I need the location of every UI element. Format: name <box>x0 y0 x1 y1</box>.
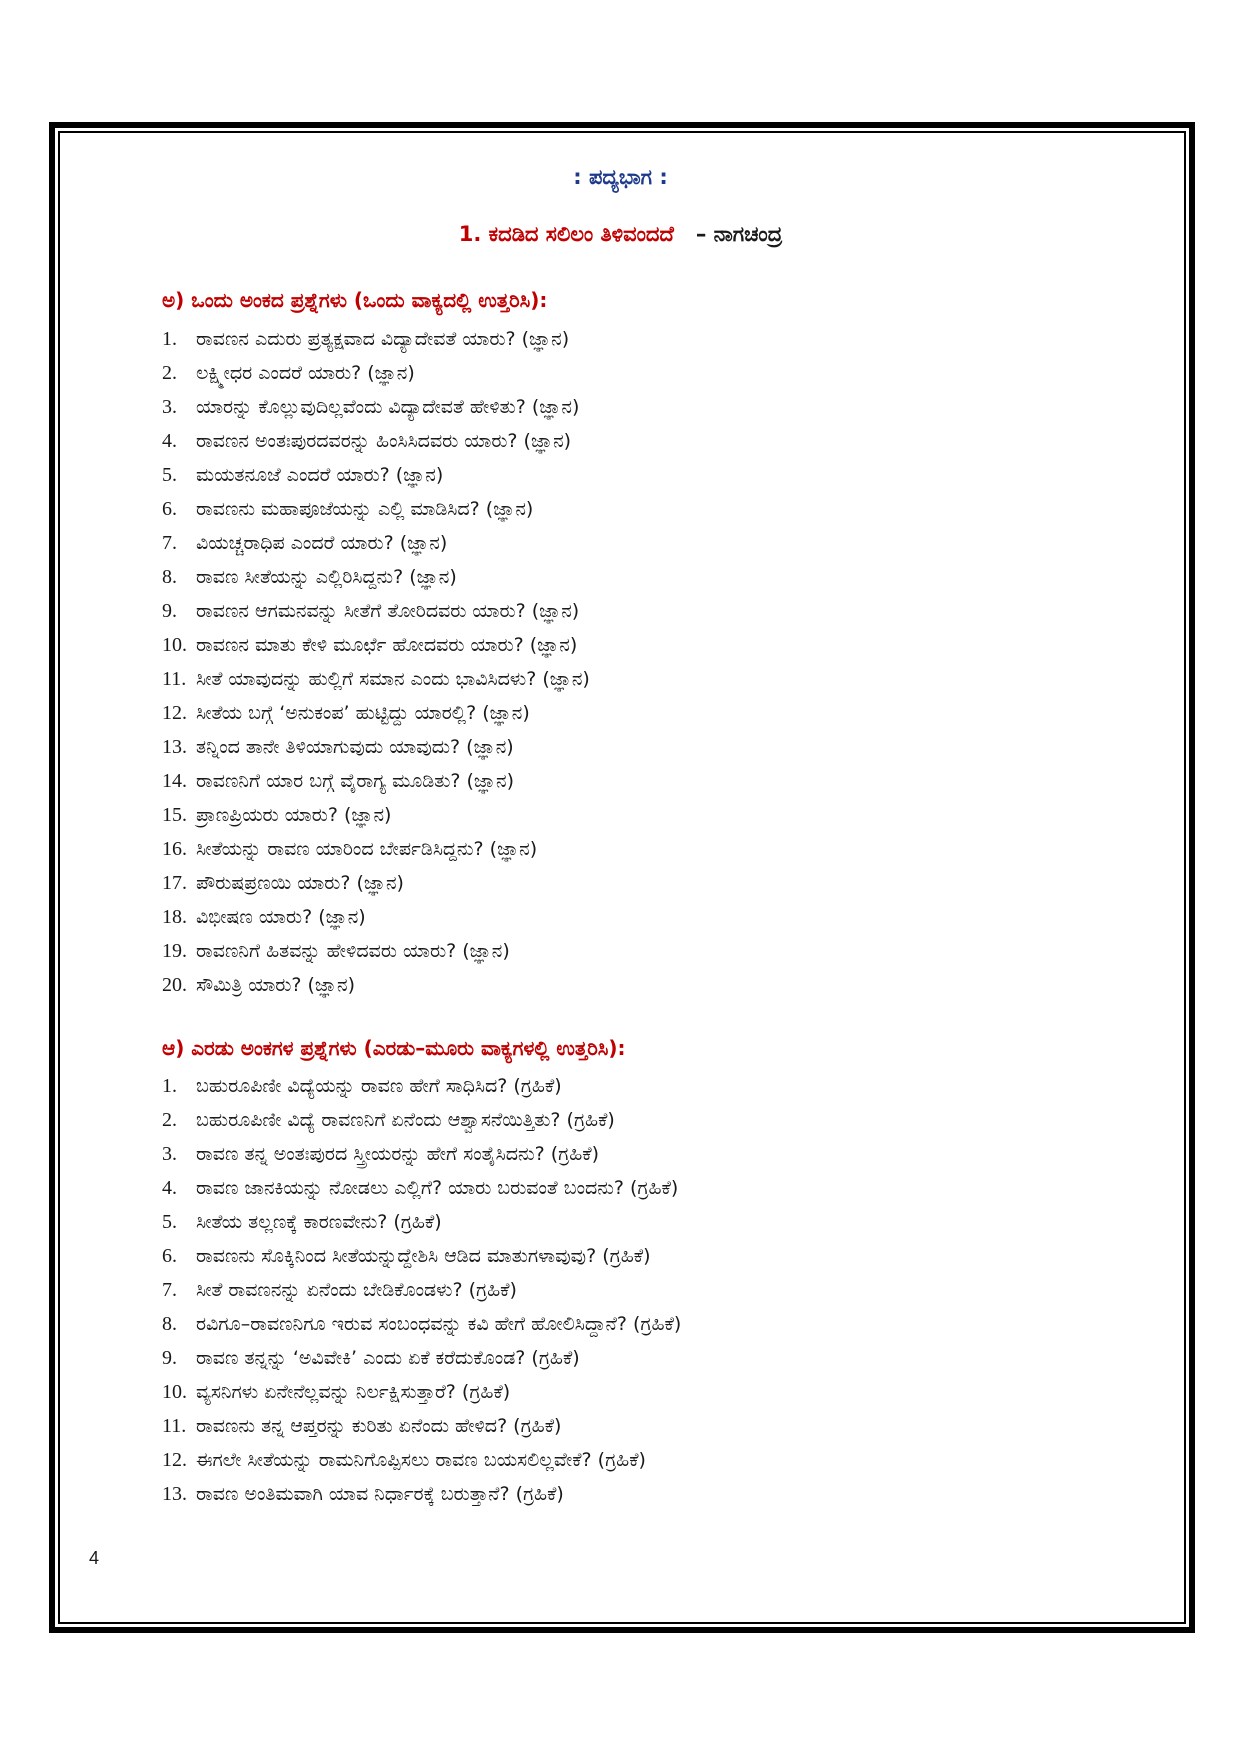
question-item <box>162 1103 681 1137</box>
section-b-heading: ಆ) ಎರಡು ಅಂಕಗಳ ಪ್ರಶ್ನೆಗಳು (ಎರಡು–ಮೂರು ವಾಕ್ಯಗಳಲ್ಲಿ ಉತ್ತರಿಸಿ): <box>162 1036 626 1060</box>
question-item <box>162 322 590 356</box>
question-number: 20. <box>162 974 187 996</box>
lesson-name: ಕದಡಿದ ಸಲಿಲಂ ತಿಳಿವಂದದೆ <box>488 222 674 246</box>
question-text: ಯಾರನ್ನು ಕೊಲ್ಲುವುದಿಲ್ಲವೆಂದು ವಿದ್ಯಾದೇವತೆ ಹೇಳಿತು? (ಜ್ಞಾನ) <box>196 396 580 418</box>
question-text: ರಾವಣ ಅಂತಿಮವಾಗಿ ಯಾವ ನಿರ್ಧಾರಕ್ಕೆ ಬರುತ್ತಾನೆ? (ಗ್ರಹಿಕೆ) <box>196 1483 564 1505</box>
question-text: ರಾವಣನಿಗೆ ಯಾರ ಬಗ್ಗೆ ವೈರಾಗ್ಯ ಮೂಡಿತು? (ಜ್ಞಾನ) <box>196 770 514 792</box>
question-number: 4. <box>162 430 177 452</box>
question-item <box>162 1171 681 1205</box>
question-text: ರಾವಣ ಸೀತೆಯನ್ನು ಎಲ್ಲಿರಿಸಿದ್ದನು? (ಜ್ಞಾನ) <box>196 566 457 588</box>
section-a-heading: ಅ) ಒಂದು ಅಂಕದ ಪ್ರಶ್ನೆಗಳು (ಒಂದು ವಾಕ್ಯದಲ್ಲಿ ಉತ್ತರಿಸಿ): <box>162 288 548 312</box>
question-text: ಸೀತೆ ರಾವಣನನ್ನು ಏನೆಂದು ಬೇಡಿಕೊಂಡಳು? (ಗ್ರಹಿಕೆ) <box>196 1279 517 1301</box>
question-item <box>162 764 590 798</box>
section-label: : ಪದ್ಯಭಾಗ : <box>573 165 668 189</box>
question-text: ಪೌರುಷಪ್ರಣಯಿ ಯಾರು? (ಜ್ಞಾನ) <box>196 872 404 894</box>
question-item <box>162 866 590 900</box>
question-item <box>162 1477 681 1511</box>
question-number: 7. <box>162 1279 177 1301</box>
question-number: 7. <box>162 532 177 554</box>
question-number: 19. <box>162 940 187 962</box>
question-number: 8. <box>162 566 177 588</box>
lesson-author: – ನಾಗಚಂದ್ರ <box>695 222 783 246</box>
question-number: 15. <box>162 804 187 826</box>
question-item <box>162 1137 681 1171</box>
section-b-question-list <box>162 1069 681 1511</box>
question-number: 13. <box>162 736 187 758</box>
question-item <box>162 1273 681 1307</box>
question-number: 5. <box>162 1211 177 1233</box>
question-text: ರವಿಗೂ–ರಾವಣನಿಗೂ ಇರುವ ಸಂಬಂಧವನ್ನು ಕವಿ ಹೇಗೆ ಹೋಲಿಸಿದ್ದಾನೆ? (ಗ್ರಹಿಕೆ) <box>196 1313 682 1335</box>
question-number: 10. <box>162 634 187 656</box>
question-text: ರಾವಣ ತನ್ನನ್ನು ‘ಅವಿವೇಕಿ’ ಎಂದು ಏಕೆ ಕರೆದುಕೊಂಡ? (ಗ್ರಹಿಕೆ) <box>196 1347 580 1369</box>
question-item <box>162 934 590 968</box>
question-number: 5. <box>162 464 177 486</box>
question-text: ಬಹುರೂಪಿಣೀ ವಿದ್ಯೆ ರಾವಣನಿಗೆ ಏನೆಂದು ಆಶ್ವಾಸನೆಯಿತ್ತಿತು? (ಗ್ರಹಿಕೆ) <box>196 1109 615 1131</box>
question-item <box>162 1069 681 1103</box>
question-text: ಪ್ರಾಣಪ್ರಿಯರು ಯಾರು? (ಜ್ಞಾನ) <box>196 804 392 826</box>
question-text: ವಿಯಚ್ಚರಾಧಿಪ ಎಂದರೆ ಯಾರು? (ಜ್ಞಾನ) <box>196 532 448 554</box>
question-text: ಲಕ್ಷ್ಮೀಧರ ಎಂದರೆ ಯಾರು? (ಜ್ಞಾನ) <box>196 362 415 384</box>
question-number: 11. <box>162 668 187 690</box>
question-item <box>162 730 590 764</box>
question-number: 10. <box>162 1381 187 1403</box>
question-item <box>162 1443 681 1477</box>
question-number: 9. <box>162 1347 177 1369</box>
question-item <box>162 1409 681 1443</box>
question-text: ರಾವಣನ ಆಗಮನವನ್ನು ಸೀತೆಗೆ ತೋರಿದವರು ಯಾರು? (ಜ್ಞಾನ) <box>196 600 580 622</box>
question-text: ರಾವಣನು ತನ್ನ ಆಪ್ತರನ್ನು ಕುರಿತು ಏನೆಂದು ಹೇಳಿದ? (ಗ್ರಹಿಕೆ) <box>196 1415 562 1437</box>
question-number: 3. <box>162 396 177 418</box>
question-item <box>162 696 590 730</box>
question-number: 6. <box>162 498 177 520</box>
question-item <box>162 390 590 424</box>
question-text: ರಾವಣನು ಮಹಾಪೂಜೆಯನ್ನು ಎಲ್ಲಿ ಮಾಡಿಸಿದ? (ಜ್ಞಾನ) <box>196 498 534 520</box>
question-number: 4. <box>162 1177 177 1199</box>
question-text: ಸೌಮಿತ್ರಿ ಯಾರು? (ಜ್ಞಾನ) <box>196 974 356 996</box>
question-text: ರಾವಣನು ಸೊಕ್ಕಿನಿಂದ ಸೀತೆಯನ್ನುದ್ದೇಶಿಸಿ ಆಡಿದ ಮಾತುಗಳಾವುವು? (ಗ್ರಹಿಕೆ) <box>196 1245 651 1267</box>
question-number: 2. <box>162 362 177 384</box>
question-text: ಸೀತೆ ಯಾವುದನ್ನು ಹುಲ್ಲಿಗೆ ಸಮಾನ ಎಂದು ಭಾವಿಸಿದಳು? (ಜ್ಞಾನ) <box>196 668 590 690</box>
question-number: 17. <box>162 872 187 894</box>
question-item <box>162 900 590 934</box>
question-number: 12. <box>162 702 187 724</box>
question-number: 13. <box>162 1483 187 1505</box>
question-number: 1. <box>162 1075 177 1097</box>
question-item <box>162 1307 681 1341</box>
question-number: 14. <box>162 770 187 792</box>
question-item <box>162 492 590 526</box>
question-text: ಬಹುರೂಪಿಣೀ ವಿದ್ಯೆಯನ್ನು ರಾವಣ ಹೇಗೆ ಸಾಧಿಸಿದ? (ಗ್ರಹಿಕೆ) <box>196 1075 562 1097</box>
question-text: ಸೀತೆಯ ತಲ್ಲಣಕ್ಕೆ ಕಾರಣವೇನು? (ಗ್ರಹಿಕೆ) <box>196 1211 442 1233</box>
question-item <box>162 560 590 594</box>
question-number: 6. <box>162 1245 177 1267</box>
question-text: ಈಗಲೇ ಸೀತೆಯನ್ನು ರಾಮನಿಗೊಪ್ಪಿಸಲು ರಾವಣ ಬಯಸಲಿಲ್ಲವೇಕೆ? (ಗ್ರಹಿಕೆ) <box>196 1449 646 1471</box>
question-item <box>162 526 590 560</box>
question-number: 18. <box>162 906 187 928</box>
question-text: ರಾವಣ ತನ್ನ ಅಂತಃಪುರದ ಸ್ತ್ರೀಯರನ್ನು ಹೇಗೆ ಸಂತೈಸಿದನು? (ಗ್ರಹಿಕೆ) <box>196 1143 599 1165</box>
question-text: ಮಯತನೂಜೆ ಎಂದರೆ ಯಾರು? (ಜ್ಞಾನ) <box>196 464 444 486</box>
question-item <box>162 968 590 1002</box>
question-text: ವಿಭೀಷಣ ಯಾರು? (ಜ್ಞಾನ) <box>196 906 366 928</box>
question-text: ರಾವಣನ ಎದುರು ಪ್ರತ್ಯಕ್ಷವಾದ ವಿದ್ಯಾದೇವತೆ ಯಾರು? (ಜ್ಞಾನ) <box>196 328 570 350</box>
question-text: ರಾವಣನ ಅಂತಃಪುರದವರನ್ನು ಹಿಂಸಿಸಿದವರು ಯಾರು? (ಜ್ಞಾನ) <box>196 430 572 452</box>
question-number: 9. <box>162 600 177 622</box>
question-item <box>162 832 590 866</box>
question-text: ರಾವಣ ಜಾನಕಿಯನ್ನು ನೋಡಲು ಎಲ್ಲಿಗೆ? ಯಾರು ಬರುವಂತೆ ಬಂದನು? (ಗ್ರಹಿಕೆ) <box>196 1177 679 1199</box>
question-text: ವ್ಯಸನಿಗಳು ಏನೇನೆಲ್ಲವನ್ನು ನಿರ್ಲಕ್ಷಿಸುತ್ತಾರೆ? (ಗ್ರಹಿಕೆ) <box>196 1381 511 1403</box>
question-item <box>162 594 590 628</box>
question-number: 11. <box>162 1415 187 1437</box>
question-item <box>162 628 590 662</box>
question-item <box>162 1205 681 1239</box>
question-number: 1. <box>162 328 177 350</box>
question-number: 16. <box>162 838 187 860</box>
question-text: ಸೀತೆಯ ಬಗ್ಗೆ ‘ಅನುಕಂಪ’ ಹುಟ್ಟಿದ್ದು ಯಾರಲ್ಲಿ? (ಜ್ಞಾನ) <box>196 702 530 724</box>
question-item <box>162 424 590 458</box>
question-text: ಸೀತೆಯನ್ನು ರಾವಣ ಯಾರಿಂದ ಬೇರ್ಪಡಿಸಿದ್ದನು? (ಜ್ಞಾನ) <box>196 838 538 860</box>
question-number: 12. <box>162 1449 187 1471</box>
question-item <box>162 1239 681 1273</box>
lesson-title <box>0 222 1241 247</box>
question-item <box>162 798 590 832</box>
lesson-number: 1. <box>458 222 482 246</box>
page-number: 4 <box>89 1548 100 1568</box>
question-text: ರಾವಣನ ಮಾತು ಕೇಳಿ ಮೂರ್ಛೆ ಹೋದವರು ಯಾರು? (ಜ್ಞಾನ) <box>196 634 578 656</box>
question-text: ತನ್ನಿಂದ ತಾನೇ ತಿಳಿಯಾಗುವುದು ಯಾವುದು? (ಜ್ಞಾನ) <box>196 736 514 758</box>
question-text: ರಾವಣನಿಗೆ ಹಿತವನ್ನು ಹೇಳಿದವರು ಯಾರು? (ಜ್ಞಾನ) <box>196 940 510 962</box>
section-a-question-list <box>162 322 590 1002</box>
question-number: 2. <box>162 1109 177 1131</box>
question-item <box>162 458 590 492</box>
question-item <box>162 1375 681 1409</box>
question-item <box>162 1341 681 1375</box>
question-item <box>162 662 590 696</box>
question-item <box>162 356 590 390</box>
question-number: 3. <box>162 1143 177 1165</box>
question-number: 8. <box>162 1313 177 1335</box>
